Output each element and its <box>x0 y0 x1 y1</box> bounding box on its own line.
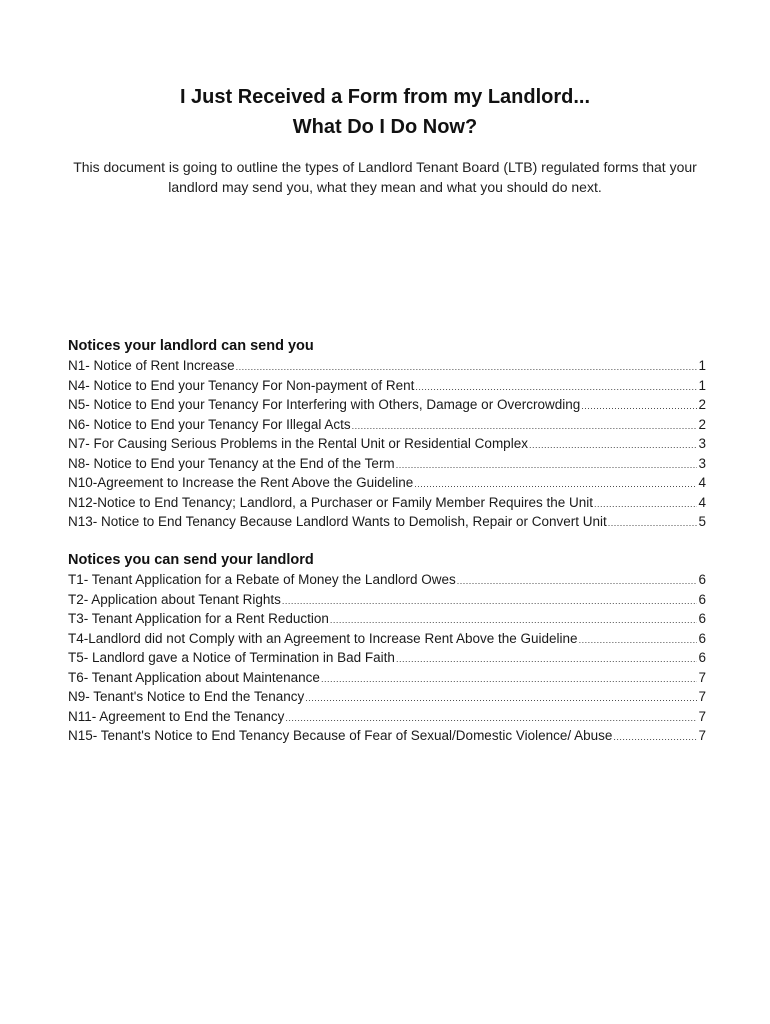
toc-leader-dots <box>608 514 698 534</box>
document-title <box>0 82 770 142</box>
toc-entry-title: N8- Notice to End your Tenancy at the End of the Term <box>68 455 395 471</box>
toc-entry[interactable] <box>68 570 706 590</box>
title-line-2: What Do I Do Now? <box>292 116 478 138</box>
toc-list <box>68 356 706 532</box>
toc-entry-title: T3- Tenant Application for a Rent Reduction <box>68 611 329 626</box>
toc-leader-dots <box>305 689 697 709</box>
section-landlord-notices <box>68 336 706 532</box>
toc-entry[interactable] <box>68 687 706 707</box>
toc-entry-page: 6 <box>698 630 706 646</box>
toc-entry-title: N6- Notice to End your Tenancy For Illegal Acts <box>68 416 351 432</box>
toc-entry-title: N7- For Causing Serious Problems in the Rental Unit or Residential Complex <box>68 436 528 451</box>
toc-leader-dots <box>282 592 698 612</box>
toc-entry-title: N11- Agreement to End the Tenancy <box>68 708 285 724</box>
toc-entry[interactable] <box>68 434 706 454</box>
toc-entry[interactable] <box>68 512 706 532</box>
toc-entry-page: 1 <box>698 377 706 393</box>
toc-entry-page: 2 <box>698 397 706 412</box>
toc-entry[interactable] <box>68 629 706 649</box>
toc-entry-title: T5- Landlord gave a Notice of Termination in Bad Faith <box>68 650 395 665</box>
toc-entry-page: 6 <box>698 650 706 665</box>
toc-entry-page: 7 <box>698 728 706 743</box>
toc-leader-dots <box>581 397 697 417</box>
toc-entry[interactable] <box>68 473 706 493</box>
toc-entry-title: N15- Tenant's Notice to End Tenancy Because of Fear of Sexual/Domestic Violence/ Abuse <box>68 728 613 743</box>
toc-entry-page: 4 <box>698 475 706 490</box>
toc-entry-title: N4- Notice to End your Tenancy For Non-payment of Rent <box>68 377 415 393</box>
intro-paragraph: This document is going to outline the types of Landlord Tenant Board (LTB) regulated forms that your landlord may send you, what they mean and what you should do next. <box>73 159 697 195</box>
toc-leader-dots <box>396 650 698 670</box>
toc-entry[interactable] <box>68 707 706 727</box>
toc-leader-dots <box>457 572 698 592</box>
toc-entry[interactable] <box>68 415 706 435</box>
toc-entry[interactable] <box>68 648 706 668</box>
toc-leader-dots <box>529 436 698 456</box>
toc-entry-page: 6 <box>698 591 706 607</box>
toc-entry[interactable] <box>68 395 706 415</box>
toc-entry[interactable] <box>68 726 706 746</box>
toc-list <box>68 570 706 746</box>
toc-entry[interactable] <box>68 668 706 688</box>
toc-entry-title: N12-Notice to End Tenancy; Landlord, a Purchaser or Family Member Requires the Unit <box>68 494 593 510</box>
toc-entry-page: 6 <box>698 572 706 587</box>
toc-entry-page: 6 <box>698 611 706 626</box>
toc-entry[interactable] <box>68 493 706 513</box>
toc-entry-page: 7 <box>698 689 706 704</box>
toc-entry-title: N1- Notice of Rent Increase <box>68 358 235 373</box>
section-heading: Notices you can send your landlord <box>68 552 314 568</box>
toc-entry-title: N5- Notice to End your Tenancy For Interfering with Others, Damage or Overcrowding <box>68 397 581 412</box>
toc-entry-page: 3 <box>698 436 706 451</box>
title-line-1: I Just Received a Form from my Landlord... <box>179 86 591 108</box>
toc-entry-page: 7 <box>698 708 706 724</box>
toc-entry-page: 2 <box>698 416 706 432</box>
toc-entry-title: N13- Notice to End Tenancy Because Landlord Wants to Demolish, Repair or Convert Unit <box>68 514 607 529</box>
toc-entry[interactable] <box>68 609 706 629</box>
toc-entry-title: T2- Application about Tenant Rights <box>68 591 281 607</box>
toc-entry-title: N10-Agreement to Increase the Rent Above the Guideline <box>68 475 414 490</box>
toc-entry-title: T6- Tenant Application about Maintenance <box>68 669 320 685</box>
toc-entry-title: T4-Landlord did not Comply with an Agreement to Increase Rent Above the Guideline <box>68 630 578 646</box>
section-heading: Notices your landlord can send you <box>68 338 314 354</box>
toc-entry[interactable] <box>68 454 706 474</box>
section-tenant-notices <box>68 550 706 746</box>
toc-leader-dots <box>594 495 697 515</box>
toc-leader-dots <box>321 670 698 690</box>
toc-entry[interactable] <box>68 590 706 610</box>
toc-leader-dots <box>396 456 698 476</box>
toc-entry-page: 3 <box>698 455 706 471</box>
toc-entry-title: T1- Tenant Application for a Rebate of Money the Landlord Owes <box>68 572 456 587</box>
toc-entry-page: 7 <box>698 669 706 685</box>
toc-leader-dots <box>613 728 697 748</box>
toc-entry[interactable] <box>68 356 706 376</box>
toc-leader-dots <box>579 631 698 651</box>
toc-entry-title: N9- Tenant's Notice to End the Tenancy <box>68 689 305 704</box>
toc-entry-page: 4 <box>698 494 706 510</box>
toc-entry[interactable] <box>68 376 706 396</box>
toc-entry-page: 1 <box>698 358 706 373</box>
toc-entry-page: 5 <box>698 514 706 529</box>
